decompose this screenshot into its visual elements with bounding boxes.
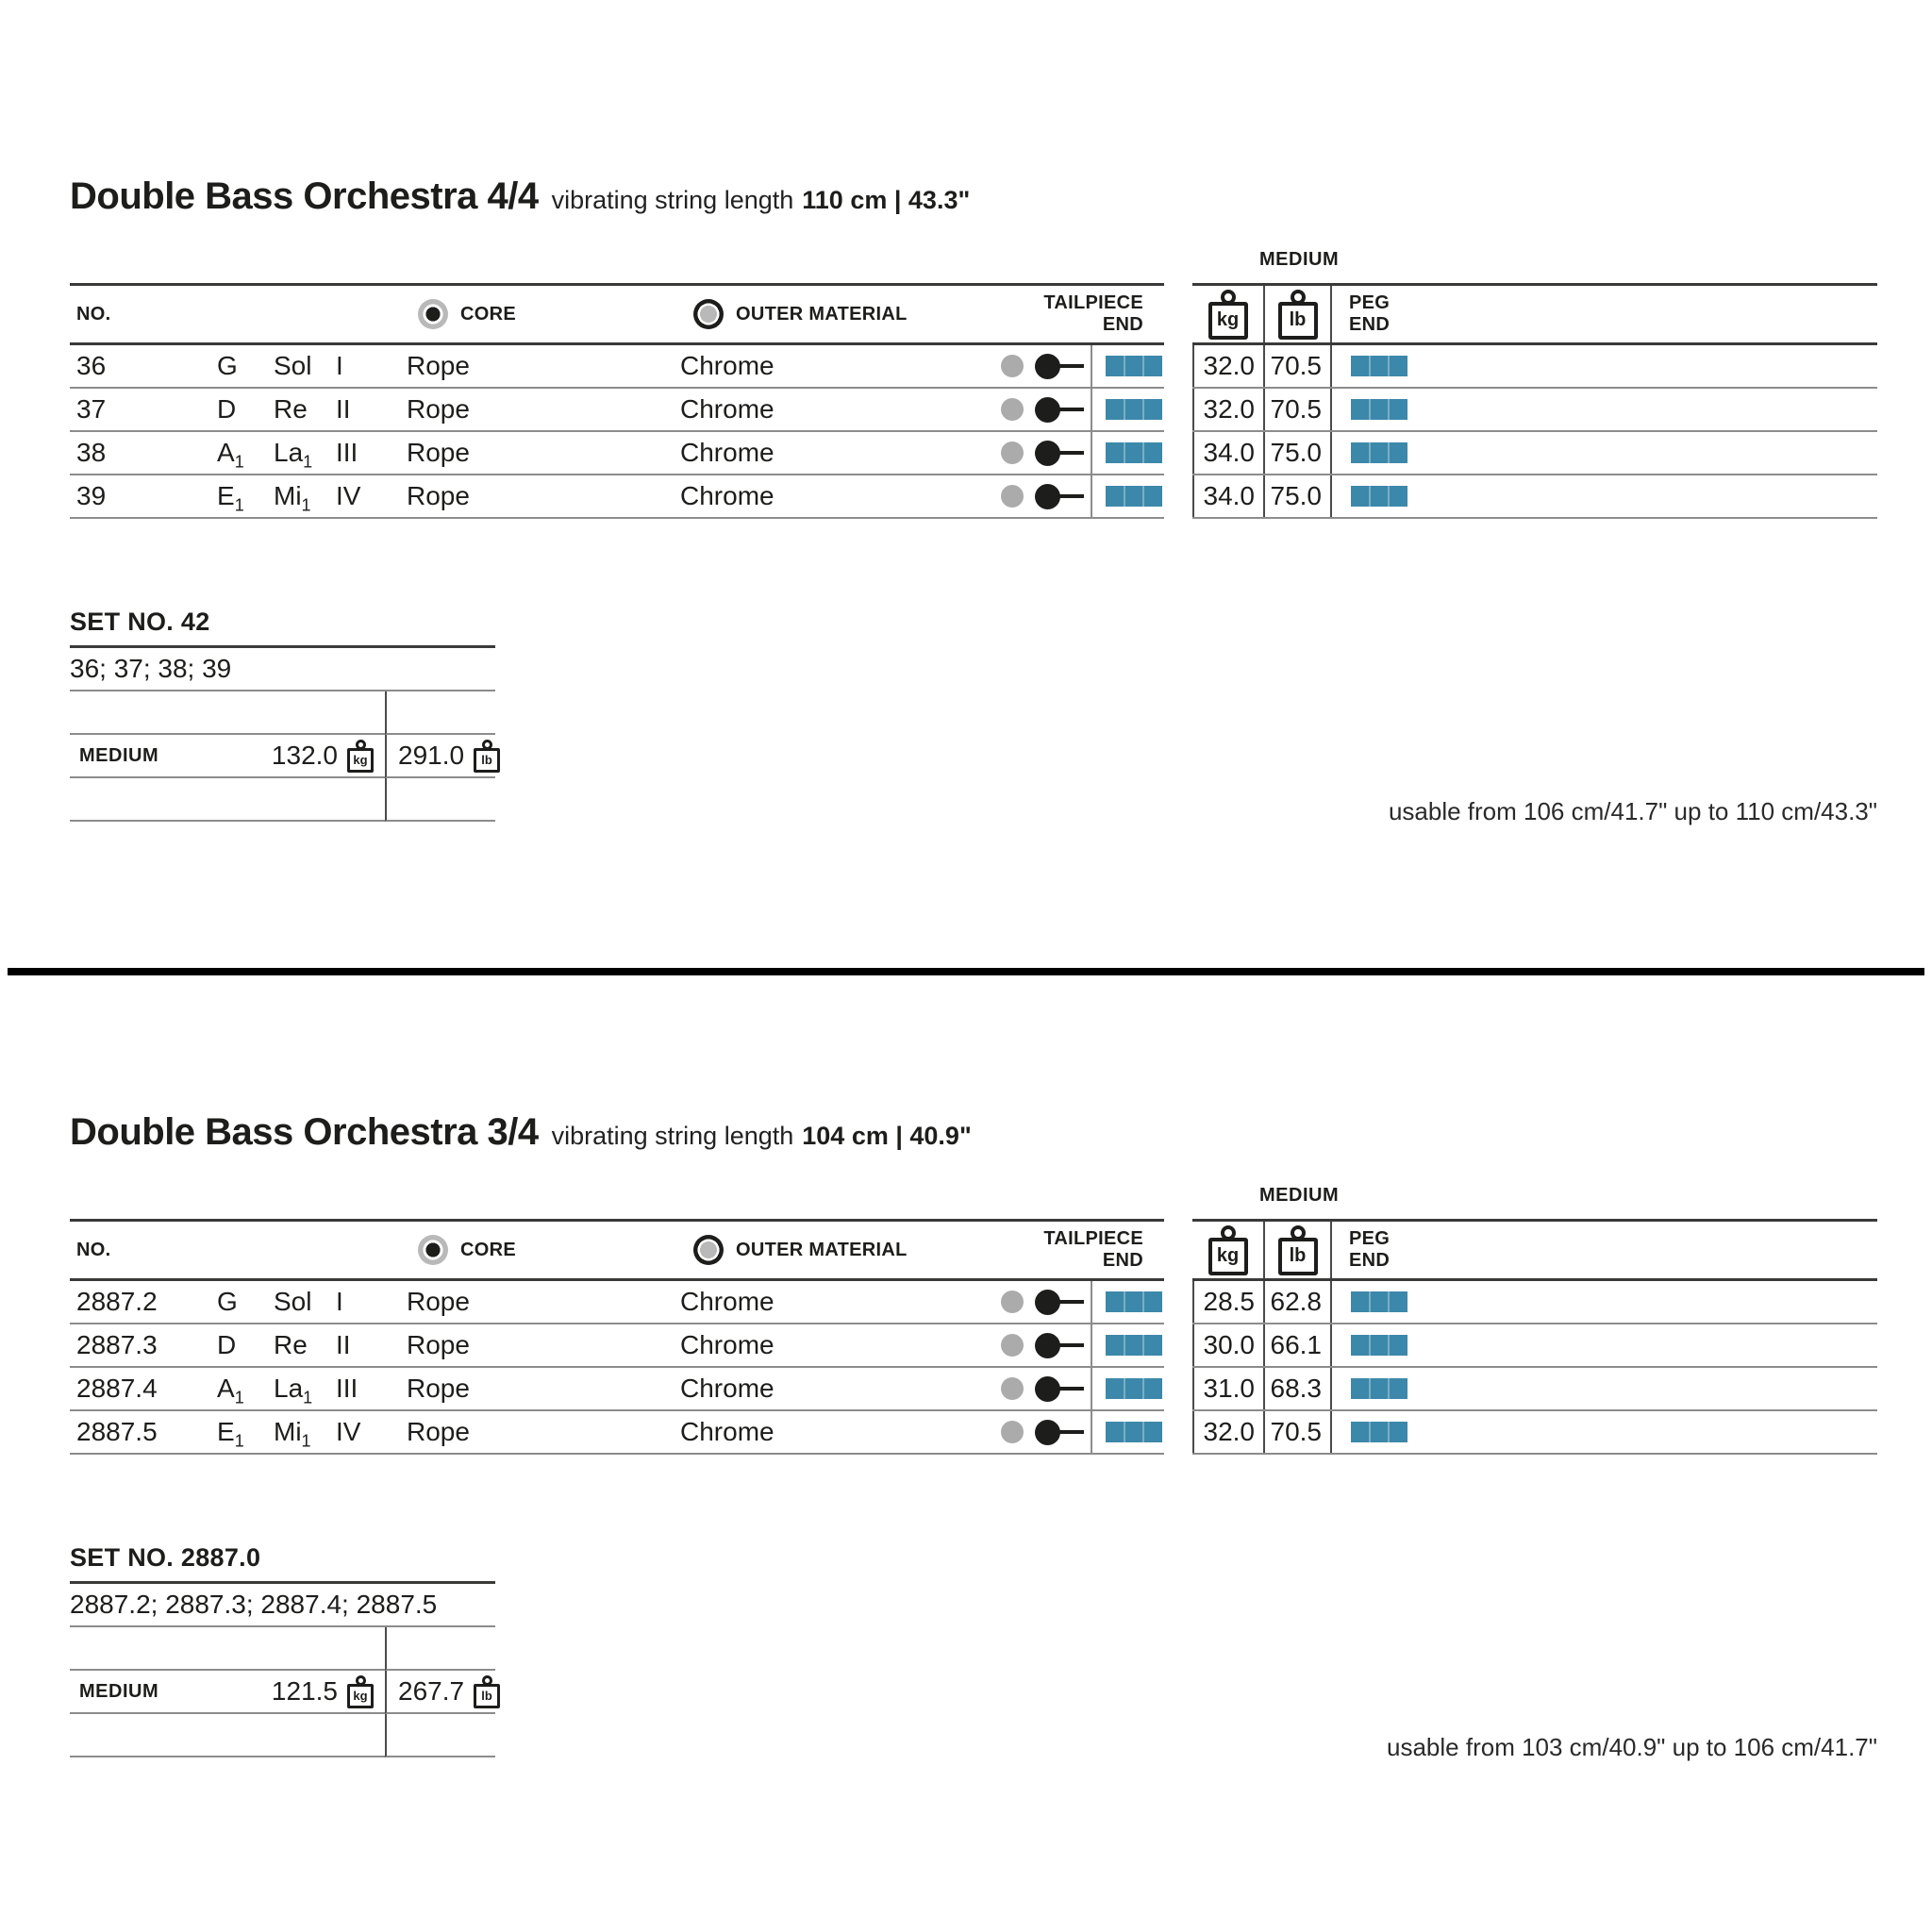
- kg-weight-icon: kg: [1208, 290, 1248, 340]
- table-row: [70, 1368, 1164, 1411]
- outer-material-cell: Chrome: [680, 1417, 774, 1446]
- note-cell: D: [217, 1330, 237, 1359]
- kg-value: 34.0: [1192, 475, 1263, 517]
- strings-table-header: [70, 1219, 1164, 1281]
- set-medium-label: MEDIUM: [79, 1680, 159, 1702]
- vibrating-length-value: 110 cm | 43.3": [802, 186, 971, 214]
- table-row: [70, 1281, 1164, 1324]
- kg-value: 32.0: [1192, 345, 1263, 387]
- core-cell: Rope: [407, 1287, 470, 1316]
- note-cell: D: [217, 394, 237, 424]
- tailpiece-ball-end-icon: [1035, 1420, 1060, 1445]
- lb-value: 68.3: [1263, 1368, 1330, 1409]
- table-row: [70, 1324, 1164, 1368]
- kg-value: 34.0: [1192, 432, 1263, 474]
- section-double-bass-4-4: [0, 0, 1932, 936]
- position-cell: III: [336, 1374, 358, 1403]
- set-items: 36; 37; 38; 39: [70, 648, 495, 691]
- outer-material-cell: Chrome: [680, 438, 774, 467]
- note-cell: $E_1$: [217, 481, 244, 515]
- kg-weight-icon: kg: [347, 740, 374, 773]
- table-row: [70, 475, 1164, 519]
- core-cell: Rope: [407, 438, 470, 467]
- lb-weight-icon: lb: [1278, 1225, 1318, 1275]
- column-header-tailpiece-end: TAILPIECE END: [1043, 1227, 1143, 1271]
- set-lb-value: 267.7: [398, 1676, 465, 1706]
- table-row: [1192, 432, 1877, 475]
- outer-material-cell: Chrome: [680, 1330, 774, 1359]
- core-cell: Rope: [407, 351, 470, 380]
- note-cell: G: [217, 1287, 238, 1316]
- usable-range-note: usable from 103 cm/40.9" up to 106 cm/41.7": [1387, 1733, 1877, 1761]
- outer-material-cell: Chrome: [680, 1287, 774, 1316]
- table-row: [1192, 1368, 1877, 1411]
- medium-gauge-table: [1192, 283, 1877, 519]
- tailpiece-dot-icon: [1001, 441, 1024, 464]
- tailpiece-gauge-bar: [1106, 1422, 1162, 1442]
- page-title: Double Bass Orchestra 3/4: [70, 1111, 539, 1153]
- position-cell: II: [336, 1330, 351, 1359]
- note-cell: $A_1$: [217, 438, 244, 472]
- kg-value: 32.0: [1192, 389, 1263, 430]
- kg-weight-icon: kg: [347, 1675, 374, 1708]
- lb-value: 75.0: [1263, 432, 1330, 474]
- row-no: 36: [76, 351, 107, 380]
- tailpiece-dot-icon: [1001, 355, 1024, 377]
- solfege-cell: Re: [274, 1330, 308, 1359]
- tailpiece-dot-icon: [1001, 1421, 1024, 1443]
- tailpiece-ball-end-icon: [1035, 1333, 1060, 1358]
- tailpiece-gauge-bar: [1106, 1335, 1162, 1356]
- solfege-cell: Sol: [274, 351, 312, 380]
- tailpiece-gauge-bar: [1106, 1291, 1162, 1312]
- peg-gauge-bar: [1351, 1378, 1407, 1399]
- core-cell: Rope: [407, 1330, 470, 1359]
- lb-weight-icon: lb: [474, 1675, 500, 1708]
- set-medium-label: MEDIUM: [79, 744, 159, 766]
- set-title: SET NO. 2887.0: [70, 1543, 495, 1584]
- solfege-cell: $La_1$: [274, 438, 313, 472]
- table-row: [1192, 345, 1877, 389]
- outer-material-icon: [693, 1235, 724, 1265]
- core-cell: Rope: [407, 481, 470, 510]
- section-double-bass-3-4: [0, 936, 1932, 1872]
- section-title: [70, 175, 970, 218]
- outer-material-cell: Chrome: [680, 481, 774, 510]
- column-header-outer-material: OUTER MATERIAL: [736, 1239, 908, 1260]
- column-header-no: NO.: [76, 1239, 111, 1260]
- peg-gauge-bar: [1351, 356, 1407, 376]
- row-no: 38: [76, 438, 107, 467]
- row-no: 2887.5: [76, 1417, 158, 1446]
- set-box: [70, 1543, 495, 1757]
- tailpiece-dot-icon: [1001, 398, 1024, 421]
- row-no: 39: [76, 481, 107, 510]
- position-cell: IV: [336, 1417, 361, 1446]
- medium-gauge-table: [1192, 1219, 1877, 1455]
- section-title: [70, 1111, 972, 1154]
- position-cell: IV: [336, 481, 361, 510]
- solfege-cell: $La_1$: [274, 1374, 313, 1407]
- table-row: [1192, 1281, 1877, 1324]
- tailpiece-ball-end-icon: [1035, 397, 1060, 423]
- kg-value: 31.0: [1192, 1368, 1263, 1409]
- solfege-cell: $Mi_1$: [274, 1417, 311, 1451]
- outer-material-cell: Chrome: [680, 394, 774, 424]
- column-header-peg-end: PEG END: [1330, 1222, 1877, 1278]
- core-cell: Rope: [407, 1374, 470, 1403]
- usable-range-note: usable from 106 cm/41.7" up to 110 cm/43.3": [1388, 797, 1877, 825]
- tailpiece-gauge-bar: [1106, 1378, 1162, 1399]
- solfege-cell: Sol: [274, 1287, 312, 1316]
- kg-value: 32.0: [1192, 1411, 1263, 1453]
- set-title: SET NO. 42: [70, 608, 495, 648]
- outer-material-cell: Chrome: [680, 351, 774, 380]
- outer-material-cell: Chrome: [680, 1374, 774, 1403]
- column-header-core: CORE: [460, 303, 516, 325]
- set-box: [70, 608, 495, 822]
- tailpiece-gauge-bar: [1106, 399, 1162, 420]
- kg-weight-icon: kg: [1208, 1225, 1248, 1275]
- kg-value: 28.5: [1192, 1281, 1263, 1323]
- core-icon: [418, 299, 448, 329]
- lb-weight-icon: lb: [1278, 290, 1318, 340]
- strings-table: [70, 1219, 1164, 1455]
- solfege-cell: Re: [274, 394, 308, 424]
- lb-value: 70.5: [1263, 345, 1330, 387]
- tailpiece-dot-icon: [1001, 1334, 1024, 1357]
- set-kg-value: 132.0: [271, 741, 338, 770]
- page-title: Double Bass Orchestra 4/4: [70, 175, 539, 217]
- tailpiece-dot-icon: [1001, 485, 1024, 508]
- vibrating-length-value: 104 cm | 40.9": [802, 1122, 972, 1150]
- lb-value: 66.1: [1263, 1324, 1330, 1366]
- tailpiece-dot-icon: [1001, 1377, 1024, 1400]
- tailpiece-ball-end-icon: [1035, 1290, 1060, 1315]
- lb-value: 75.0: [1263, 475, 1330, 517]
- outer-material-icon: [693, 299, 724, 329]
- tailpiece-ball-end-icon: [1035, 1376, 1060, 1402]
- tailpiece-gauge-bar: [1106, 442, 1162, 463]
- tailpiece-ball-end-icon: [1035, 354, 1060, 379]
- gauge-medium-label: MEDIUM: [1259, 249, 1340, 270]
- core-icon: [418, 1235, 448, 1265]
- column-header-peg-end: PEG END: [1330, 286, 1877, 342]
- lb-value: 62.8: [1263, 1281, 1330, 1323]
- core-cell: Rope: [407, 1417, 470, 1446]
- column-header-outer-material: OUTER MATERIAL: [736, 303, 908, 325]
- peg-gauge-bar: [1351, 442, 1407, 463]
- note-cell: G: [217, 351, 238, 380]
- strings-table: [70, 283, 1164, 519]
- peg-gauge-bar: [1351, 486, 1407, 507]
- kg-value: 30.0: [1192, 1324, 1263, 1366]
- note-cell: $A_1$: [217, 1374, 244, 1407]
- position-cell: I: [336, 1287, 343, 1316]
- solfege-cell: $Mi_1$: [274, 481, 311, 515]
- note-cell: $E_1$: [217, 1417, 244, 1451]
- vibrating-length-label: vibrating string length: [551, 186, 794, 214]
- lb-value: 70.5: [1263, 1411, 1330, 1453]
- table-row: [1192, 389, 1877, 432]
- row-no: 2887.3: [76, 1330, 158, 1359]
- position-cell: I: [336, 351, 343, 380]
- column-header-tailpiece-end: TAILPIECE END: [1043, 291, 1143, 335]
- peg-gauge-bar: [1351, 1422, 1407, 1442]
- table-row: [70, 389, 1164, 432]
- tailpiece-dot-icon: [1001, 1291, 1024, 1313]
- tailpiece-gauge-bar: [1106, 356, 1162, 376]
- table-row: [1192, 475, 1877, 519]
- table-row: [70, 1411, 1164, 1455]
- column-header-no: NO.: [76, 303, 111, 325]
- peg-gauge-bar: [1351, 1291, 1407, 1312]
- vibrating-length-label: vibrating string length: [551, 1122, 794, 1150]
- gauge-medium-label: MEDIUM: [1259, 1185, 1340, 1206]
- lb-value: 70.5: [1263, 389, 1330, 430]
- set-lb-value: 291.0: [398, 741, 465, 770]
- tailpiece-ball-end-icon: [1035, 441, 1060, 466]
- row-no: 2887.2: [76, 1287, 158, 1316]
- strings-table-header: [70, 283, 1164, 345]
- position-cell: II: [336, 394, 351, 424]
- tailpiece-ball-end-icon: [1035, 484, 1060, 509]
- set-items: 2887.2; 2887.3; 2887.4; 2887.5: [70, 1584, 495, 1627]
- table-row: [70, 345, 1164, 389]
- table-row: [70, 432, 1164, 475]
- column-header-core: CORE: [460, 1239, 516, 1260]
- lb-weight-icon: lb: [474, 740, 500, 773]
- tailpiece-gauge-bar: [1106, 486, 1162, 507]
- peg-gauge-bar: [1351, 399, 1407, 420]
- core-cell: Rope: [407, 394, 470, 424]
- set-kg-value: 121.5: [271, 1676, 338, 1706]
- table-row: [1192, 1324, 1877, 1368]
- row-no: 37: [76, 394, 107, 424]
- position-cell: III: [336, 438, 358, 467]
- row-no: 2887.4: [76, 1374, 158, 1403]
- peg-gauge-bar: [1351, 1335, 1407, 1356]
- table-row: [1192, 1411, 1877, 1455]
